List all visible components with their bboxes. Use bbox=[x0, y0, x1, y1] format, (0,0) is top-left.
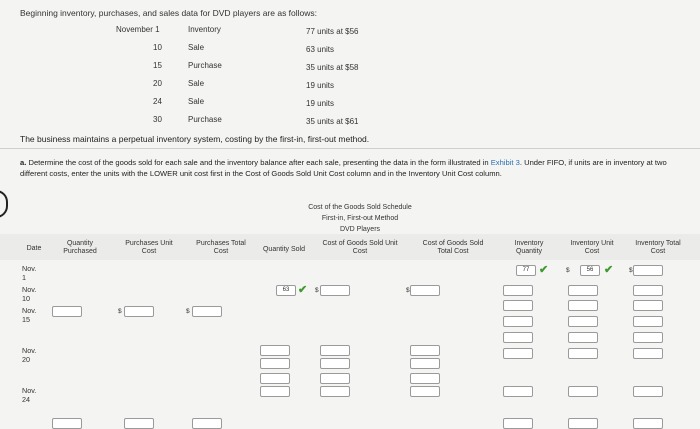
schedule-type: Sale bbox=[188, 97, 205, 106]
date-month: Nov. bbox=[22, 306, 37, 315]
schedule-type: Sale bbox=[188, 79, 205, 88]
header-line: Cost bbox=[141, 248, 157, 255]
currency-symbol: $ bbox=[566, 267, 570, 274]
nov20-qty-sold-input-1[interactable] bbox=[260, 345, 290, 356]
table-title: Cost of the Goods Sold Schedule bbox=[308, 204, 412, 211]
nov10-qty-sold-input[interactable]: 63 bbox=[276, 285, 296, 296]
section-bracket-icon bbox=[0, 190, 8, 218]
nov10-inventory-total-cost-input[interactable] bbox=[633, 285, 663, 296]
header-qty-purchased bbox=[56, 240, 104, 256]
nov24-cogs-unit-cost-input-1[interactable] bbox=[320, 373, 350, 384]
date-month: Nov. bbox=[22, 285, 37, 294]
row-date-nov15 bbox=[22, 306, 36, 324]
header-line: Cost bbox=[352, 248, 368, 255]
nov10-inventory-unit-cost-input[interactable] bbox=[568, 285, 598, 296]
header-line: Quantity bbox=[515, 248, 543, 255]
check-icon: ✔ bbox=[604, 264, 614, 276]
schedule-detail: 19 units bbox=[306, 99, 335, 108]
nov20-cogs-total-cost-input-1[interactable] bbox=[410, 345, 440, 356]
nov24-qty-sold-input-2[interactable] bbox=[260, 386, 290, 397]
nov1-inventory-total-cost-input[interactable] bbox=[633, 265, 663, 276]
header-line: Cost bbox=[213, 248, 229, 255]
schedule-type: Inventory bbox=[188, 25, 221, 34]
nov20-cogs-total-cost-input-2[interactable] bbox=[410, 358, 440, 369]
currency-symbol: $ bbox=[406, 287, 410, 294]
check-icon: ✔ bbox=[539, 264, 549, 276]
header-line: Purchased bbox=[63, 248, 97, 255]
nov1-inventory-qty-input[interactable]: 77 bbox=[516, 265, 536, 276]
nov10-cogs-total-cost-input[interactable] bbox=[410, 285, 440, 296]
schedule-day: 15 bbox=[153, 61, 162, 70]
date-day: 20 bbox=[22, 355, 30, 364]
nov15-inventory-total-cost-input-2[interactable] bbox=[633, 316, 663, 327]
nov15-inventory-qty-input-2[interactable] bbox=[503, 316, 533, 327]
nov20-inventory-total-cost-input-2[interactable] bbox=[633, 348, 663, 359]
nov20-inventory-unit-cost-input-1[interactable] bbox=[568, 332, 598, 343]
nov24-inventory-unit-cost-input[interactable] bbox=[568, 386, 598, 397]
nov15-purchases-unit-cost-input[interactable] bbox=[124, 306, 154, 317]
nov20-inventory-total-cost-input-1[interactable] bbox=[633, 332, 663, 343]
nov24-qty-sold-input-1[interactable] bbox=[260, 373, 290, 384]
exhibit-link[interactable]: Exhibit 3 bbox=[490, 158, 520, 167]
currency-symbol: $ bbox=[118, 308, 122, 315]
date-day: 10 bbox=[22, 294, 30, 303]
problem-intro: Beginning inventory, purchases, and sales data for DVD players are as follows: bbox=[20, 8, 318, 18]
schedule-detail: 77 units at $56 bbox=[306, 27, 359, 36]
question-a bbox=[20, 157, 685, 179]
nov24-cogs-total-cost-input-2[interactable] bbox=[410, 386, 440, 397]
nov15-inventory-total-cost-input-1[interactable] bbox=[633, 300, 663, 311]
date-day: 15 bbox=[22, 315, 30, 324]
nov24-cogs-unit-cost-input-2[interactable] bbox=[320, 386, 350, 397]
currency-symbol: $ bbox=[186, 308, 190, 315]
header-line: Purchases Unit bbox=[125, 240, 173, 247]
nov15-inventory-unit-cost-input-1[interactable] bbox=[568, 300, 598, 311]
nov15-qty-purchased-input[interactable] bbox=[52, 306, 82, 317]
nov24-inventory-qty-input[interactable] bbox=[503, 386, 533, 397]
header-line: Inventory Total bbox=[635, 240, 681, 247]
date-month: Nov. bbox=[22, 346, 37, 355]
header-line: Cost bbox=[584, 248, 600, 255]
schedule-detail: 63 units bbox=[306, 45, 335, 54]
schedule-detail: 35 units at $58 bbox=[306, 63, 359, 72]
schedule-detail: 19 units bbox=[306, 81, 335, 90]
header-line: Purchases Total bbox=[196, 240, 246, 247]
header-purchases-unit-cost bbox=[118, 240, 180, 256]
header-line: Cost bbox=[650, 248, 666, 255]
nov20-inventory-unit-cost-input-2[interactable] bbox=[568, 348, 598, 359]
schedule-detail: 35 units at $61 bbox=[306, 117, 359, 126]
nov10-inventory-qty-input[interactable] bbox=[503, 285, 533, 296]
table-subtitle-method: First-in, First-out Method bbox=[321, 215, 399, 222]
row-date-nov20 bbox=[22, 346, 36, 364]
schedule-type: Purchase bbox=[188, 61, 222, 70]
nov15-purchases-total-cost-input[interactable] bbox=[192, 306, 222, 317]
question-text-rest: . Under FIFO, if units are in inventory at two different costs, enter the units with the LOWER unit cost first in the Cost of Goods Sold Unit Cost column and in the Inventory Unit Cost column. bbox=[20, 158, 667, 178]
date-month: Nov. bbox=[22, 264, 37, 273]
currency-symbol: $ bbox=[629, 267, 633, 274]
header-cogs-total-cost bbox=[414, 240, 492, 256]
schedule-day: 10 bbox=[153, 43, 162, 52]
schedule-type: Purchase bbox=[188, 115, 222, 124]
currency-symbol: $ bbox=[315, 287, 319, 294]
nov15-inventory-qty-input-1[interactable] bbox=[503, 300, 533, 311]
nov20-qty-sold-input-2[interactable] bbox=[260, 358, 290, 369]
header-line: Total Cost bbox=[437, 248, 469, 255]
header-line: Cost of Goods Sold Unit bbox=[322, 240, 398, 247]
schedule-type: Sale bbox=[188, 43, 205, 52]
header-date: Date bbox=[26, 245, 42, 252]
nov1-inventory-unit-cost-input[interactable]: 56 bbox=[580, 265, 600, 276]
nov24-cogs-total-cost-input-1[interactable] bbox=[410, 373, 440, 384]
table-subtitle-product: DVD Players bbox=[339, 226, 381, 233]
question-label: a. bbox=[20, 158, 27, 167]
nov24-inventory-total-cost-input[interactable] bbox=[633, 386, 663, 397]
question-text: Determine the cost of the goods sold for each sale and the inventory balance after each sale, presenting the data in the form illustrated in bbox=[28, 158, 489, 167]
schedule-day: 20 bbox=[153, 79, 162, 88]
row-date-nov1 bbox=[22, 264, 36, 282]
nov20-inventory-qty-input-1[interactable] bbox=[503, 332, 533, 343]
business-note: The business maintains a perpetual inventory system, costing by the first-in, first-out method. bbox=[20, 134, 370, 144]
section-divider bbox=[0, 148, 700, 149]
nov20-cogs-unit-cost-input-2[interactable] bbox=[320, 358, 350, 369]
nov15-inventory-unit-cost-input-2[interactable] bbox=[568, 316, 598, 327]
header-purchases-total-cost bbox=[190, 240, 252, 256]
header-line: Inventory Unit bbox=[570, 240, 614, 247]
header-line: Inventory bbox=[514, 240, 544, 247]
check-icon: ✔ bbox=[298, 284, 308, 296]
date-day: 24 bbox=[22, 395, 30, 404]
row-date-nov10 bbox=[22, 285, 36, 303]
nov10-cogs-unit-cost-input[interactable] bbox=[320, 285, 350, 296]
header-qty-sold: Quantity Sold bbox=[262, 246, 306, 253]
header-inventory-qty bbox=[502, 240, 556, 256]
header-inventory-unit-cost bbox=[562, 240, 622, 256]
schedule-day: November 1 bbox=[116, 25, 160, 34]
header-line: Cost of Goods Sold bbox=[422, 240, 484, 247]
nov20-inventory-qty-input-2[interactable] bbox=[503, 348, 533, 359]
date-month: Nov. bbox=[22, 386, 37, 395]
row-date-nov24 bbox=[22, 386, 36, 404]
header-line: Quantity bbox=[66, 240, 94, 247]
schedule-day: 24 bbox=[153, 97, 162, 106]
schedule-day: 30 bbox=[153, 115, 162, 124]
date-day: 1 bbox=[22, 273, 26, 282]
header-inventory-total-cost bbox=[628, 240, 688, 256]
header-cogs-unit-cost bbox=[314, 240, 406, 256]
nov20-cogs-unit-cost-input-1[interactable] bbox=[320, 345, 350, 356]
